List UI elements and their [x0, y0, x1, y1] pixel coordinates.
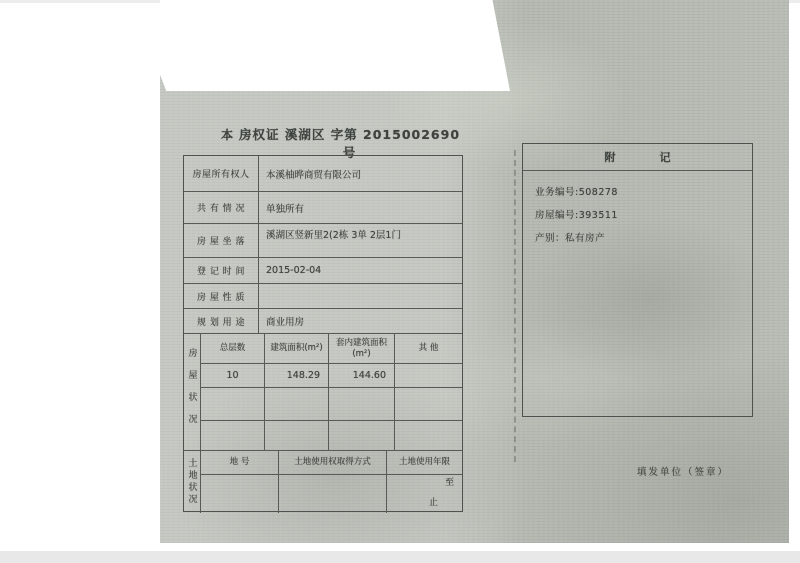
land-header-row: [201, 451, 462, 475]
land-status-side-label: 土地状况: [184, 451, 201, 513]
empty-cell: [329, 388, 395, 420]
header-inner-area: 套内建筑面积(m²): [329, 334, 395, 363]
remarks-box: [522, 143, 753, 417]
location-label: 房 屋 坐 落: [184, 224, 259, 257]
empty-cell: [265, 421, 329, 450]
owner-label: 房屋所有权人: [184, 156, 259, 191]
reg-date-value: 2015-02-04: [266, 265, 322, 276]
header-land-acquisition: 土地使用权取得方式: [279, 451, 387, 474]
empty-cell: [279, 475, 387, 513]
owner-value: 本溪柚晔商贸有限公司: [266, 169, 362, 181]
issuing-authority-label: 填发单位（签章）: [636, 467, 729, 478]
empty-cell: [395, 388, 462, 420]
remarks-title: 附 记: [523, 144, 752, 171]
house-condition-grid: [201, 334, 462, 450]
empty-cell: [201, 475, 279, 513]
house-nature-label: 房 屋 性 质: [184, 284, 259, 308]
table-row-owner: [184, 156, 462, 192]
house-empty-row-1: [201, 388, 462, 421]
planned-use-value: 商业用房: [266, 317, 305, 328]
land-tenure-cell: [387, 475, 462, 513]
header-floor-area: 建筑面积(m²): [265, 334, 329, 363]
certificate-title: 房权证 溪湖区 字第 2015002690 号: [238, 127, 461, 160]
empty-cell: [395, 421, 462, 450]
house-data-row: [201, 364, 462, 388]
location-value: 溪湖区竖新里2(2栋 3单 2层1门: [266, 230, 401, 241]
house-number-line: 房屋编号:393511: [535, 210, 618, 221]
table-row-house-nature: [184, 284, 462, 309]
tenure-to-mark: 至: [444, 478, 454, 488]
empty-cell: [201, 388, 265, 420]
house-empty-row-2: [201, 421, 462, 450]
value-total-floors: 10: [201, 364, 265, 387]
table-row-reg-date: [184, 258, 462, 284]
business-number-line: 业务编号:508278: [535, 187, 618, 198]
value-floor-area: 148.29: [265, 364, 329, 387]
table-row-location: [184, 224, 462, 258]
title-prefix: 本: [221, 128, 235, 142]
coownership-value: 单独所有: [266, 203, 305, 215]
land-status-section: [184, 451, 462, 513]
empty-cell: [201, 421, 265, 450]
table-row-planned-use: [184, 309, 462, 334]
scanner-bottom-strip: [0, 551, 800, 563]
binding-fold-line: [514, 150, 516, 462]
reg-date-label: 登 记 时 间: [184, 258, 259, 283]
land-body-row: [201, 475, 462, 513]
empty-cell: [265, 388, 329, 420]
header-land-tenure: 土地使用年限: [398, 457, 450, 468]
header-total-floors: 总层数: [201, 334, 265, 363]
header-other: 其 他: [418, 343, 439, 354]
paper-corner-notch: [160, 0, 510, 91]
table-row-coownership: [184, 192, 462, 224]
property-info-table: [183, 155, 463, 512]
coownership-label: 共 有 情 况: [184, 192, 259, 223]
house-condition-side-label: 房屋状况: [184, 334, 201, 450]
house-header-row: [201, 334, 462, 364]
house-condition-section: [184, 334, 462, 451]
tenure-stop-mark: 止: [428, 497, 438, 508]
ownership-category-line: 产别：私有房产: [535, 233, 606, 244]
house-nature-value: [259, 284, 462, 308]
value-inner-area: 144.60: [329, 364, 395, 387]
land-status-grid: [201, 451, 462, 513]
value-other: [395, 364, 462, 387]
header-land-number: 地 号: [201, 451, 279, 474]
planned-use-label: 规 划 用 途: [184, 309, 259, 333]
empty-cell: [329, 421, 395, 450]
